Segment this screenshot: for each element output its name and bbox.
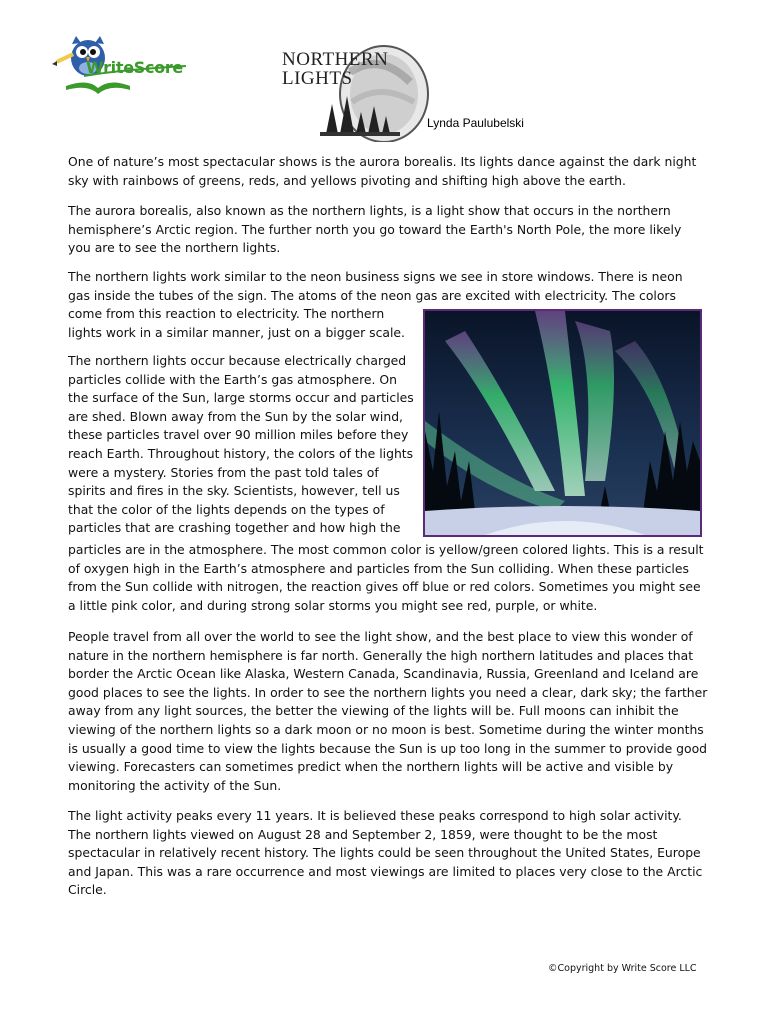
northern-lights-title: NORTHERN LIGHTS bbox=[282, 49, 389, 89]
paragraph-1: One of nature’s most spectacular shows is the aurora borealis. Its lights dance against the dark night sky with rainbows of greens, reds, and yellows pivoting and shifting high above the earth. bbox=[68, 154, 697, 188]
brand-name: WriteScore bbox=[86, 58, 183, 77]
paragraph-4b: particles are in the atmosphere. The most common color is yellow/green colored lights. This is a result of oxygen high in the Earth’s atmosphere and particles from the Sun colliding. When these particles from the Sun collide with nitrogen, the reaction gives off blue or red colors. Sometimes you might see a little pink color, and during strong solar storms you might see red, purple, or white. bbox=[68, 542, 704, 613]
paragraph-5: People travel from all over the world to see the light show, and the best place to view this wonder of nature in the northern hemisphere is far north. Generally the high northern latitudes and places that border the Arctic Ocean like Alaska, Western Canada, Scandinavia, Russia, Greenland and Iceland are good places to see the lights. In order to see the northern lights you need a clear, dark sky; the farther away from any light sources, the better the viewing of the lights will be. Full moons can inhibit the viewing of the northern lights so a dark moon or no moon is best. Sometime during the winter months is usually a good time to view the lights because the Sun is up too long in the summer to provide good viewing. Forecasters can sometimes predict when the northern lights will be active and visible by monitoring the activity of the Sun. bbox=[68, 629, 708, 793]
copyright-notice: ©Copyright by Write Score LLC bbox=[548, 963, 697, 974]
author-name: Lynda Paulubelski bbox=[427, 116, 524, 130]
aurora-photo bbox=[423, 309, 702, 537]
paragraph-2: The aurora borealis, also known as the northern lights, is a light show that occurs in the northern hemisphere’s Arctic region. The further north you go toward the Earth's North Pole, the more likely you are to see the northern lights. bbox=[68, 203, 682, 256]
paragraph-4a: The northern lights occur because electrically charged particles collide with the Earth’s gas atmosphere. On the surface of the Sun, large storms occur and particles are shed. Blown away from the Sun by the solar wind, these particles travel over 90 million miles before they reach Earth. Throughout history, the colors of the lights were a mystery. Stories from the past told tales of spirits and fires in the sky. Scientists, however, tell us that the color of the lights depends on the types of particles that are crashing together and how high the bbox=[68, 353, 414, 536]
paragraph-3b: come from this reaction to electricity. The northern lights work in a similar manner, just on a bigger scale. bbox=[68, 306, 405, 340]
paragraph-6: The light activity peaks every 11 years. It is believed these peaks correspond to high solar activity. The northern lights viewed on August 28 and September 2, 1859, were thought to be the most spectacular in relatively recent history. The lights could be seen throughout the United States, Europe and Japan. This was a rare occurrence and most viewings are limited to places very close to the Arctic Circle. bbox=[68, 808, 703, 898]
paragraph-3a: The northern lights work similar to the neon business signs we see in store windows. There is neon gas inside the tubes of the sign. The atoms of the neon gas are excited with electricity. The colors bbox=[68, 269, 683, 303]
